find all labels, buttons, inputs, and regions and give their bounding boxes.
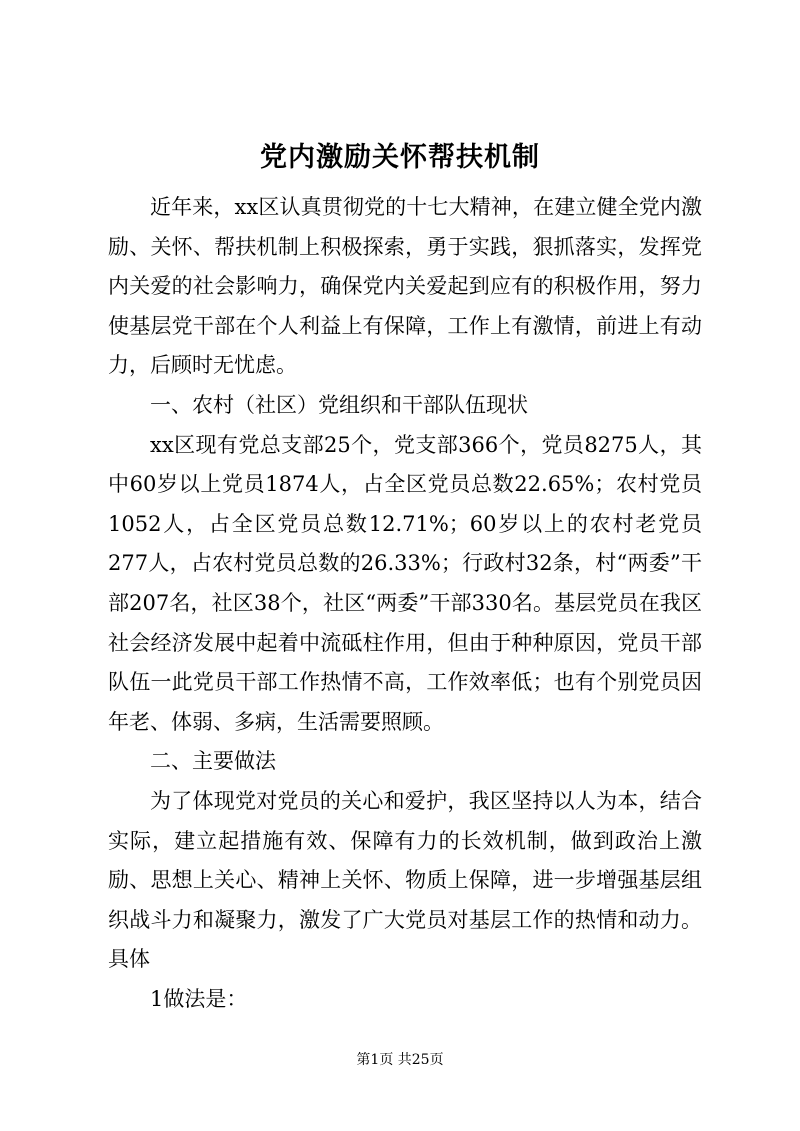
section-heading-status: 一、农村（社区）党组织和干部队伍现状 — [150, 392, 528, 417]
paragraph-methods: 为了体现党对党员的关心和爱护，我区坚持以人为本，结合实际，建立起措施有效、保障有力的长效机制，做到政治上激励、思想上关心、精神上关怀、物质上保障，进一步增强基层组织战斗力和凝聚力，激发了广大党员对基层工作的热情和动力。具体 — [108, 788, 702, 972]
paragraph-methods-continued: 1做法是： — [150, 986, 248, 1011]
paragraph-statistics: xx区现有党总支部25个，党支部366个，党员8275人，其中60岁以上党员1874人，占全区党员总数22.65%；农村党员1052人，占全区党员总数12.71%；60岁以上的农村老党员277人，占农村党员总数的26.33%；行政村32条，村“两委”干部207名，社区38个，社区“两委”干部330名。基层党员在我区社会经济发展中起着中流砥柱作用，但由于种种原因，党员干部队伍一此党员干部工作热情不高，工作效率低；也有个别党员因年老、体弱、多病，生活需要照顾。 — [108, 432, 702, 734]
paragraph-intro: 近年来，xx区认真贯彻党的十七大精神，在建立健全党内激励、关怀、帮扶机制上积极探索，勇于实践，狠抓落实，发挥党内关爱的社会影响力，确保党内关爱起到应有的积极作用，努力使基层党干部在个人利益上有保障，工作上有激情，前进上有动力，后顾时无忧虑。 — [108, 195, 702, 378]
document-title: 党内激励关怀帮扶机制 — [260, 142, 540, 173]
section-heading-methods: 二、主要做法 — [150, 749, 276, 774]
page-number: 第1页 共25页 — [356, 1052, 444, 1068]
document-body — [108, 188, 702, 1019]
